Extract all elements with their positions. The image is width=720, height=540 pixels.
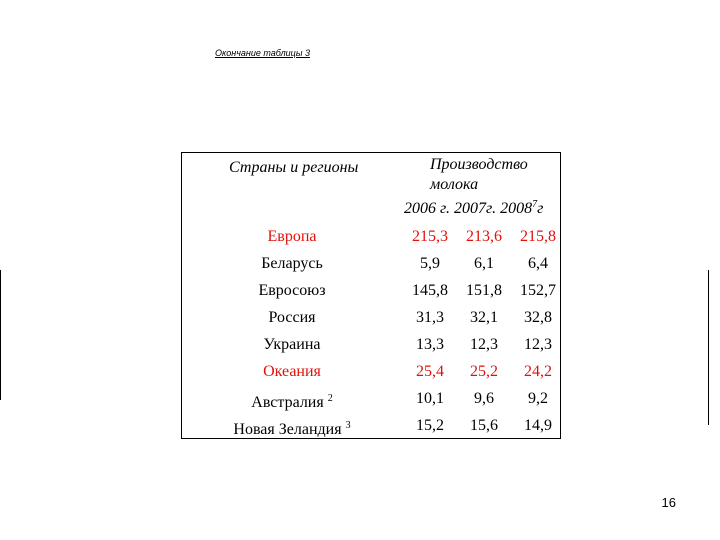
- table-row: [182, 331, 560, 358]
- value-cell-1: 31,3: [416, 309, 444, 326]
- region-name: Европа: [267, 228, 317, 245]
- table-row: [182, 385, 560, 412]
- value-cell-3: 9,2: [528, 390, 548, 407]
- value-cell-3: 24,2: [524, 363, 552, 380]
- value-cell-2: 12,3: [470, 336, 498, 353]
- value-cell-3: 12,3: [524, 336, 552, 353]
- value-cell-3: 14,9: [524, 417, 552, 434]
- value-cell-1: 25,4: [416, 363, 444, 380]
- table-row: [182, 277, 560, 304]
- region-name: Океания: [263, 363, 321, 380]
- right-margin-line: [708, 270, 709, 425]
- table-row: [182, 358, 560, 385]
- region-name: Австралия $^2$: [251, 393, 333, 411]
- region-name: Украина: [263, 336, 321, 353]
- year-2007: 2007г.: [454, 200, 497, 217]
- region-name: Евросоюз: [258, 282, 326, 299]
- value-cell-1: 15,2: [416, 417, 444, 434]
- value-cell-2: 6,1: [474, 255, 494, 272]
- value-cell-1: 215,3: [412, 228, 448, 245]
- header-production: [404, 155, 543, 219]
- value-cell-1: 5,9: [420, 255, 440, 272]
- value-cell-2: 15,6: [470, 417, 498, 434]
- page-number: 16: [661, 495, 676, 510]
- value-cell-1: 145,8: [412, 282, 448, 299]
- table-caption: Окончание таблицы 3: [215, 48, 310, 58]
- left-margin-line: [0, 270, 1, 400]
- header-production-subtitle: молока: [430, 176, 479, 193]
- table-row: [182, 250, 560, 277]
- value-cell-1: 13,3: [416, 336, 444, 353]
- value-cell-1: 10,1: [416, 390, 444, 407]
- milk-production-table: [181, 152, 561, 439]
- table-row: [182, 412, 560, 439]
- region-name: Россия: [268, 309, 316, 326]
- year-2006: 2006 г.: [404, 200, 451, 217]
- value-cell-2: 151,8: [466, 282, 502, 299]
- value-cell-2: 9,6: [474, 390, 494, 407]
- region-name: Новая Зеландия $^3$: [233, 420, 351, 438]
- value-cell-3: 152,7: [520, 282, 556, 299]
- header-production-title: Производство: [430, 156, 528, 173]
- value-cell-3: 6,4: [528, 255, 548, 272]
- value-cell-3: 215,8: [520, 228, 556, 245]
- table-row: [182, 304, 560, 331]
- value-cell-2: 25,2: [470, 363, 498, 380]
- value-cell-3: 32,8: [524, 309, 552, 326]
- region-name: Беларусь: [261, 255, 323, 272]
- header-years: [404, 195, 543, 219]
- table-row: [182, 223, 560, 250]
- value-cell-2: 32,1: [470, 309, 498, 326]
- header-countries: Страны и регионы: [229, 159, 359, 176]
- year-2008: 2008$^7$г: [500, 199, 544, 217]
- value-cell-2: 213,6: [466, 228, 502, 245]
